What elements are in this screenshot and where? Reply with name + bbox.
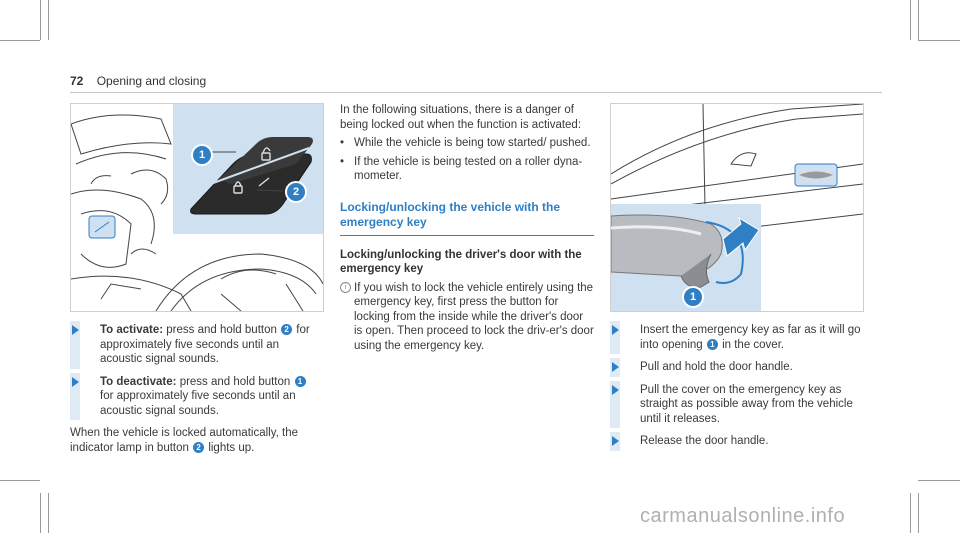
- callout-2: 2: [285, 181, 307, 203]
- inline-callout: 1: [295, 376, 306, 387]
- step-deactivate: To deactivate: press and hold button 1 for approximately five seconds until an acoustic signal sounds.: [70, 375, 322, 419]
- crop-mark: [40, 493, 41, 533]
- info-note: i If you wish to lock the vehicle entirely using the emergency key, first press the button for locking from the inside while the driver's door is open. Then proceed to lock the driv-er's door using the emergency key.: [340, 281, 594, 354]
- crop-mark: [918, 0, 919, 40]
- crop-mark: [918, 493, 919, 533]
- step-arrow-icon: [612, 436, 619, 446]
- bullet-item: • If the vehicle is being tested on a roller dyna-mometer.: [340, 155, 583, 182]
- crop-mark: [0, 480, 40, 481]
- step-arrow-icon: [72, 325, 79, 335]
- inline-callout: 2: [193, 442, 204, 453]
- callout-1: 1: [682, 286, 704, 308]
- bullet-item: • While the vehicle is being tow started/ pushed.: [340, 137, 591, 149]
- crop-mark: [918, 40, 960, 41]
- section-heading: Locking/unlocking the vehicle with the emergency key: [340, 199, 561, 229]
- bullet-dot: •: [340, 137, 345, 149]
- figure-emergency-key: [610, 103, 864, 312]
- step-insert-key: Insert the emergency key as far as it will go into opening 1 in the cover.: [610, 323, 862, 352]
- crop-mark: [0, 40, 40, 41]
- crop-mark: [48, 0, 49, 40]
- step-pull-cover: Pull the cover on the emergency key as straight as possible away from the vehicle until it releases.: [610, 383, 862, 427]
- section-title: Opening and closing: [96, 74, 207, 88]
- door-handle-illustration: [611, 104, 863, 311]
- left-column: [70, 323, 322, 455]
- section-divider: [340, 235, 594, 236]
- step-label: To activate:: [100, 324, 164, 336]
- inline-callout: 1: [707, 339, 718, 350]
- step-activate: To activate: press and hold button 2 for approximately five seconds until an acoustic signal sounds.: [70, 323, 322, 367]
- watermark: carmanualsonline.info: [640, 505, 846, 527]
- crop-mark: [910, 493, 911, 533]
- crop-mark: [918, 480, 960, 481]
- inline-callout: 2: [281, 324, 292, 335]
- crop-mark: [910, 0, 911, 40]
- step-arrow-icon: [72, 377, 79, 387]
- crop-mark: [40, 0, 41, 40]
- intro-paragraph: In the following situations, there is a danger of being locked out when the function is activated:: [340, 104, 582, 131]
- header-divider: [70, 92, 882, 93]
- figure-door-lock-buttons: [70, 103, 324, 312]
- bullet-dot: •: [340, 155, 345, 168]
- step-label: To deactivate:: [100, 375, 177, 388]
- step-arrow-icon: [612, 362, 619, 372]
- middle-column: [340, 103, 594, 353]
- step-arrow-icon: [612, 385, 619, 395]
- step-arrow-icon: [612, 325, 619, 335]
- car-interior-illustration: [71, 104, 323, 311]
- page-number: 72: [70, 74, 84, 88]
- page-header: [70, 74, 206, 88]
- sub-heading: Locking/unlocking the driver's door with the emergency key: [340, 248, 582, 275]
- crop-mark: [48, 493, 49, 533]
- info-icon: i: [340, 282, 351, 293]
- step-pull-handle: Pull and hold the door handle.: [610, 360, 862, 375]
- indicator-paragraph: When the vehicle is locked automatically, the indicator lamp in button 2 lights up.: [70, 427, 298, 454]
- right-column: [610, 323, 862, 457]
- step-release-handle: Release the door handle.: [610, 434, 862, 449]
- callout-1: 1: [191, 144, 213, 166]
